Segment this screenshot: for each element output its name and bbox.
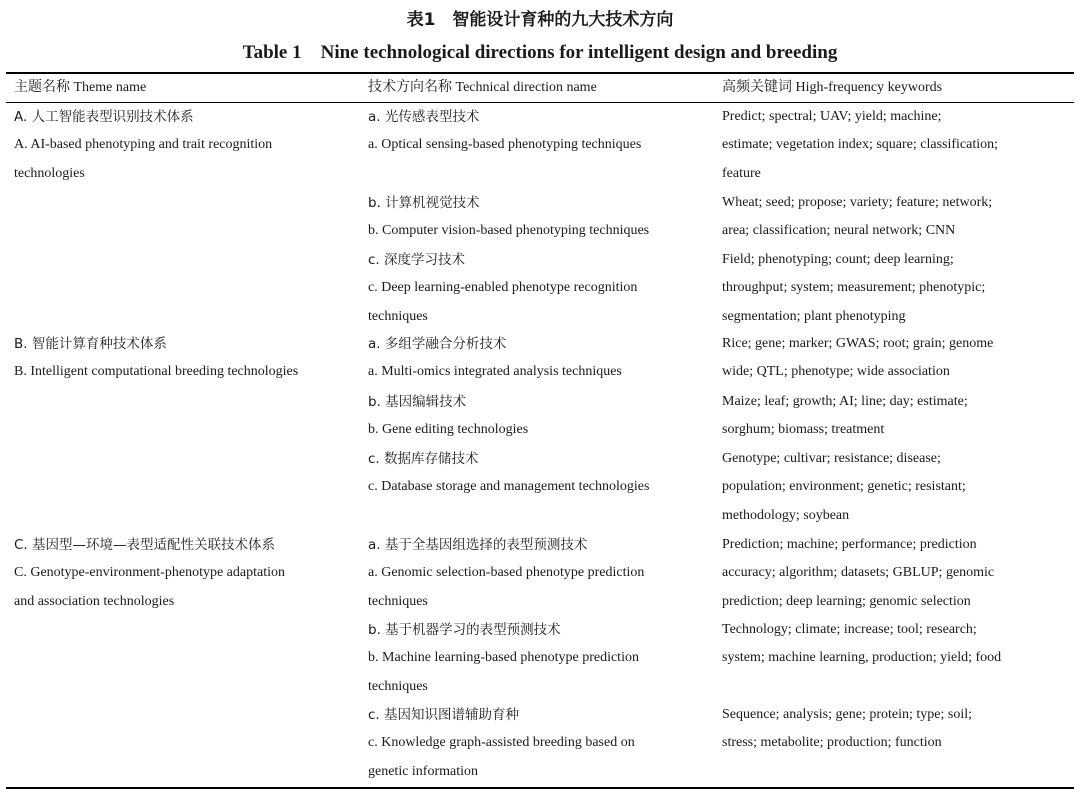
keywords-line: methodology; soybean xyxy=(722,507,850,523)
direction-en: techniques xyxy=(368,308,428,324)
direction-cn: b. 基于机器学习的表型预测技术 xyxy=(368,622,561,638)
keywords-line: stress; metabolite; production; function xyxy=(722,735,942,751)
direction-cell-b-b xyxy=(368,388,528,445)
direction-en: c. Deep learning-enabled phenotype recognition xyxy=(368,280,638,296)
keywords-cell-c-a xyxy=(722,531,994,616)
keywords-line: feature xyxy=(722,165,761,181)
keywords-cell-a-a xyxy=(722,103,998,188)
direction-cell-c-c xyxy=(368,701,635,786)
direction-en: c. Database storage and management technologies xyxy=(368,479,650,495)
direction-en: a. Multi-omics integrated analysis techniques xyxy=(368,364,622,380)
keywords-cell-b-b xyxy=(722,388,968,445)
keywords-line: Rice; gene; marker; GWAS; root; grain; genome xyxy=(722,336,994,351)
direction-cn: c. 数据库存储技术 xyxy=(368,451,479,467)
keywords-line: Genotype; cultivar; resistance; disease; xyxy=(722,451,941,466)
direction-en: b. Machine learning-based phenotype prediction xyxy=(368,650,639,666)
keywords-line: Predict; spectral; UAV; yield; machine; xyxy=(722,109,942,124)
direction-cell-a-b xyxy=(368,189,649,246)
keywords-line: prediction; deep learning; genomic selection xyxy=(722,593,971,609)
direction-cn: c. 基因知识图谱辅助育种 xyxy=(368,707,520,723)
keywords-cell-a-c xyxy=(722,246,985,331)
direction-en: a. Genomic selection-based phenotype prediction xyxy=(368,565,645,581)
direction-cell-c-a xyxy=(368,531,644,616)
keywords-line: segmentation; plant phenotyping xyxy=(722,308,906,324)
theme-c-en-line1: C. Genotype-environment-phenotype adaptation xyxy=(14,565,285,581)
theme-cell-a xyxy=(14,103,272,188)
keywords-cell-b-a xyxy=(722,330,993,387)
keywords-line: wide; QTL; phenotype; wide association xyxy=(722,364,950,380)
keywords-line: Field; phenotyping; count; deep learning; xyxy=(722,252,954,267)
theme-a-en-line2: technologies xyxy=(14,165,85,181)
keywords-cell-c-c xyxy=(722,701,972,758)
keywords-line: Technology; climate; increase; tool; research; xyxy=(722,622,977,637)
header-keywords: 高频关键词 High-frequency keywords xyxy=(722,80,943,95)
keywords-cell-c-b xyxy=(722,616,1001,673)
theme-a-cn: A. 人工智能表型识别技术体系 xyxy=(14,109,194,125)
direction-en: genetic information xyxy=(368,763,479,779)
direction-en: b. Computer vision-based phenotyping techniques xyxy=(368,223,650,239)
direction-cell-b-a xyxy=(368,330,622,387)
keywords-line: Wheat; seed; propose; variety; feature; network; xyxy=(722,195,993,210)
theme-cell-b xyxy=(14,330,298,387)
header-theme-name: 主题名称 Theme name xyxy=(14,80,147,95)
keywords-line: Sequence; analysis; gene; protein; type; soil; xyxy=(722,707,972,722)
theme-cell-c xyxy=(14,531,285,616)
theme-c-cn: C. 基因型—环境—表型适配性关联技术体系 xyxy=(14,537,276,553)
keywords-cell-b-c xyxy=(722,445,966,530)
direction-en: c. Knowledge graph-assisted breeding based on xyxy=(368,735,635,751)
keywords-line: sorghum; biomass; treatment xyxy=(722,422,885,438)
direction-cn: b. 基因编辑技术 xyxy=(368,394,467,410)
direction-cn: c. 深度学习技术 xyxy=(368,252,466,268)
theme-a-en-line1: A. AI-based phenotyping and trait recognition xyxy=(14,137,273,153)
direction-cell-a-a xyxy=(368,103,641,160)
direction-cell-a-c xyxy=(368,246,637,331)
keywords-line: population; environment; genetic; resistant; xyxy=(722,479,966,495)
direction-en: techniques xyxy=(368,593,428,609)
direction-en: b. Gene editing technologies xyxy=(368,422,529,438)
theme-c-en-line2: and association technologies xyxy=(14,593,175,609)
direction-en: techniques xyxy=(368,678,428,694)
keywords-line: throughput; system; measurement; phenotypic; xyxy=(722,280,986,296)
header-technical-direction: 技术方向名称 Technical direction name xyxy=(368,80,597,95)
direction-cell-c-b xyxy=(368,616,639,701)
table-title-english: Table 1 Nine technological directions for intelligent design and breeding xyxy=(242,42,838,63)
direction-cn: a. 光传感表型技术 xyxy=(368,109,480,125)
keywords-line: accuracy; algorithm; datasets; GBLUP; genomic xyxy=(722,565,995,581)
keywords-line: Prediction; machine; performance; prediction xyxy=(722,537,977,552)
theme-b-cn: B. 智能计算育种技术体系 xyxy=(14,336,167,352)
direction-en: a. Optical sensing-based phenotyping techniques xyxy=(368,137,642,153)
theme-b-en-line1: B. Intelligent computational breeding technologies xyxy=(14,364,299,380)
keywords-line: area; classification; neural network; CNN xyxy=(722,223,956,239)
keywords-cell-a-b xyxy=(722,189,992,246)
keywords-line: estimate; vegetation index; square; classification; xyxy=(722,137,999,153)
direction-cn: b. 计算机视觉技术 xyxy=(368,195,480,211)
bottom-rule xyxy=(6,787,1074,789)
table-title-chinese: 表1 智能设计育种的九大技术方向 xyxy=(406,10,674,30)
direction-cell-b-c xyxy=(368,445,649,502)
direction-cn: a. 多组学融合分析技术 xyxy=(368,336,507,352)
keywords-line: Maize; leaf; growth; AI; line; day; estimate; xyxy=(722,394,968,409)
keywords-line: system; machine learning, production; yield; food xyxy=(722,650,1002,666)
direction-cn: a. 基于全基因组选择的表型预测技术 xyxy=(368,537,588,553)
